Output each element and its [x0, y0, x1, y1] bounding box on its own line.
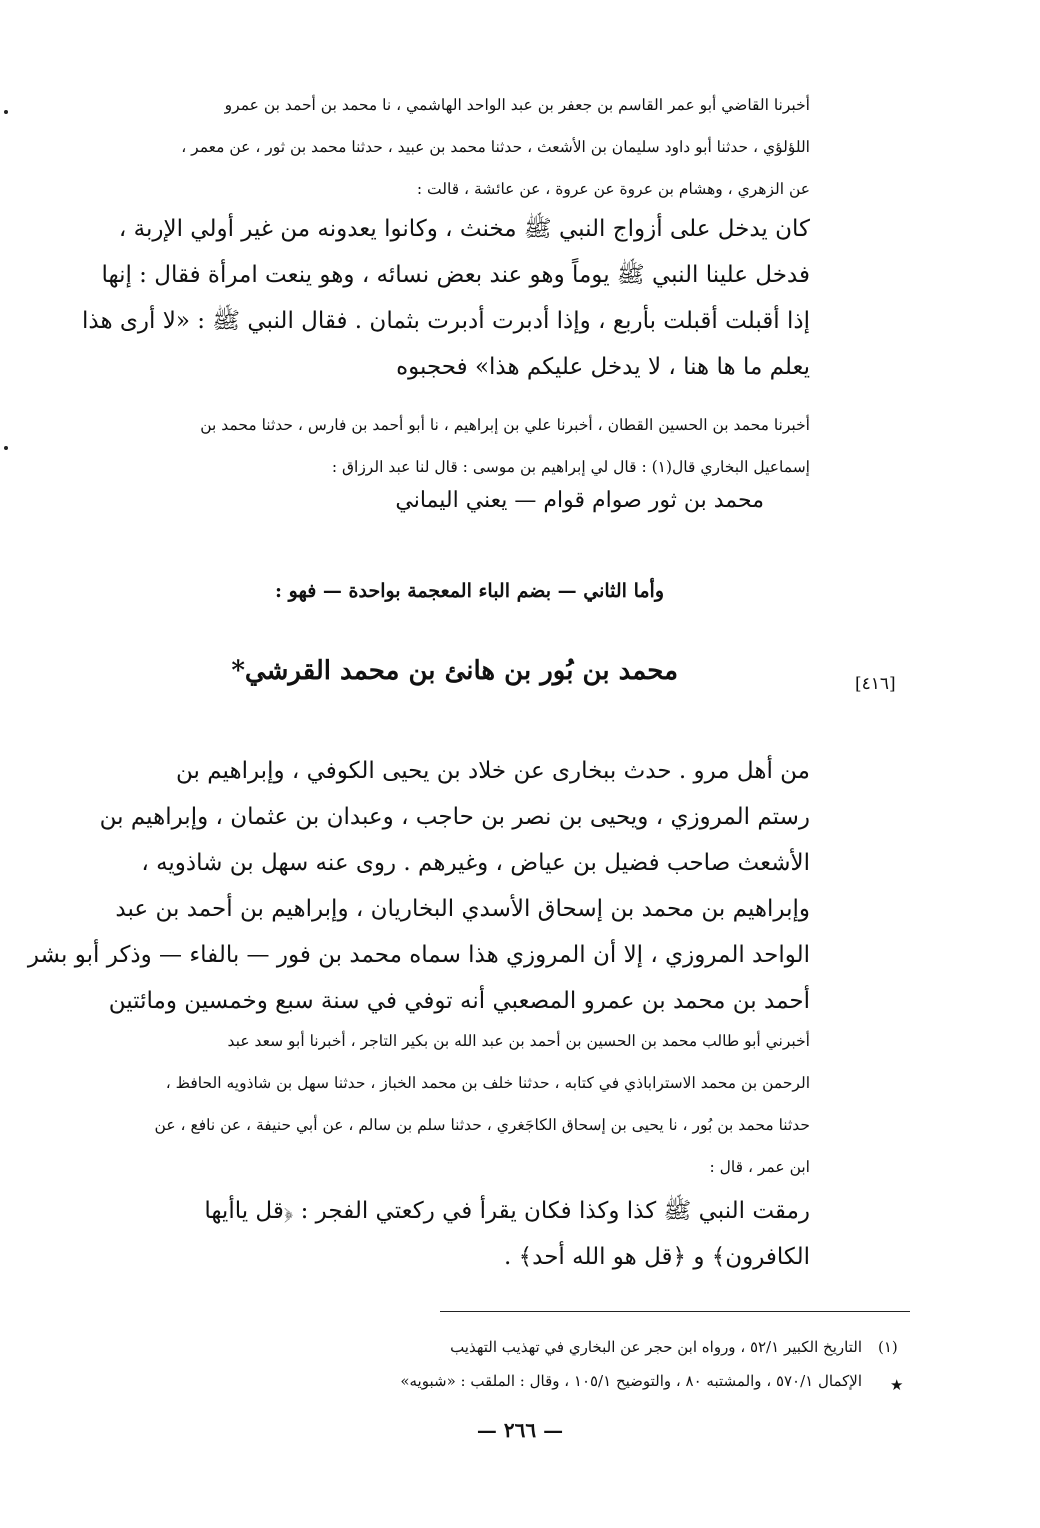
footnote-rule [440, 1311, 910, 1312]
entry-number: [٤١٦] [855, 674, 896, 694]
page-number: — ٢٦٦ — [476, 1418, 564, 1442]
entry-title: محمد بن بُور بن هانئ بن محمد القرشي* [231, 656, 678, 686]
isnad-line: أخبرني أبو طالب محمد بن الحسين بن أحمد بن عبد الله بن بكير التاجر ، أخبرنا أبو سعد عبد [227, 1032, 810, 1050]
hadith-line: كان يدخل على أزواج النبي ﷺ مخنث ، وكانوا يعدونه من غير أولي الإربة ، [118, 216, 810, 242]
footnote-star: ★ [890, 1376, 904, 1394]
bio-line: أحمد بن محمد بن عمرو المصعبي أنه توفي في سنة سبع وخمسين ومائتين [108, 988, 810, 1014]
isnad-1 [110, 84, 810, 210]
hadith-line: رمقت النبي ﷺ كذا وكذا فكان يقرأ في ركعتي الفجر : ﴿قل ياأيها [204, 1198, 810, 1224]
bio-line: الواحد المروزي ، إلا أن المروزي هذا سماه محمد بن فور — بالفاء — وذكر أبو بشر [27, 942, 810, 968]
hadith-line: فدخل علينا النبي ﷺ يوماً وهو عند بعض نسائه ، وهو ينعت امرأة فقال : إنها [101, 262, 810, 288]
bio-line: رستم المروزي ، ويحيى بن نصر بن حاجب ، وعبدان بن عثمان ، وإبراهيم بن [99, 804, 810, 830]
footnote-text: الإكمال ٥٧٠/١ ، والمشتبه ٨٠ ، والتوضيح ١٠٥/١ ، وقال : الملقب : «شبويه» [400, 1372, 862, 1390]
margin-mark [4, 110, 8, 114]
isnad-line: حدثنا محمد بن بُور ، نا يحيى بن إسحاق الكاجَغري ، حدثنا سلم بن سالم ، عن أبي حنيفة ، عن نافع ، عن [154, 1116, 810, 1134]
section-intro: وأما الثاني — بضم الباء المعجمة بواحدة — فهو : [275, 580, 664, 602]
isnad-2 [110, 404, 810, 488]
quote-1: محمد بن ثور صوام قوام — يعني اليماني [395, 488, 764, 513]
isnad-line: عن الزهري ، وهشام بن عروة عن عروة ، عن عائشة ، قالت : [416, 180, 810, 198]
isnad-3 [110, 1020, 810, 1188]
hadith-line: إذا أقبلت أقبلت بأربع ، وإذا أدبرت أدبرت بثمان . فقال النبي ﷺ : «لا أرى هذا [82, 308, 810, 334]
biography [27, 748, 810, 1024]
isnad-line: إسماعيل البخاري قال(١) : قال لي إبراهيم بن موسى : قال لنا عبد الرزاق : [331, 458, 810, 476]
isnad-line: الرحمن بن محمد الاستراباذي في كتابه ، حدثنا خلف بن محمد الخباز ، حدثنا سهل بن شاذويه الحافظ ، [165, 1074, 810, 1092]
bio-line: من أهل مرو . حدث ببخارى عن خلاد بن يحيى الكوفي ، وإبراهيم بن [175, 758, 810, 784]
margin-mark [4, 446, 8, 450]
hadith-line: يعلم ما ها هنا ، لا يدخل عليكم هذا» فحجبوه [396, 354, 810, 380]
hadith-2 [110, 1188, 810, 1280]
bio-line: الأشعث صاحب فضيل بن عياض ، وغيرهم . روى عنه سهل بن شاذويه ، [141, 850, 810, 876]
isnad-line: ابن عمر ، قال : [709, 1158, 810, 1176]
isnad-line: اللؤلؤي ، حدثنا أبو داود سليمان بن الأشعث ، حدثنا محمد بن عبيد ، حدثنا محمد بن ثور ، عن معمر ، [181, 138, 810, 156]
bio-line: وإبراهيم بن محمد بن إسحاق الأسدي البخاريان ، وإبراهيم بن أحمد بن عبد [115, 896, 810, 922]
isnad-line: أخبرنا القاضي أبو عمر القاسم بن جعفر بن عبد الواحد الهاشمي ، نا محمد بن أحمد بن عمرو [224, 96, 810, 114]
footnote-marker: (١) [878, 1338, 898, 1356]
footnote-text: التاريخ الكبير ٥٢/١ ، ورواه ابن حجر عن البخاري في تهذيب التهذيب [450, 1338, 862, 1356]
hadith-line: الكافرون﴾ و ﴿قل هو الله أحد﴾ . [504, 1244, 810, 1270]
hadith-1 [82, 206, 810, 390]
isnad-line: أخبرنا محمد بن الحسين القطان ، أخبرنا علي بن إبراهيم ، نا أبو أحمد بن فارس ، حدثنا محمد بن [200, 416, 810, 434]
